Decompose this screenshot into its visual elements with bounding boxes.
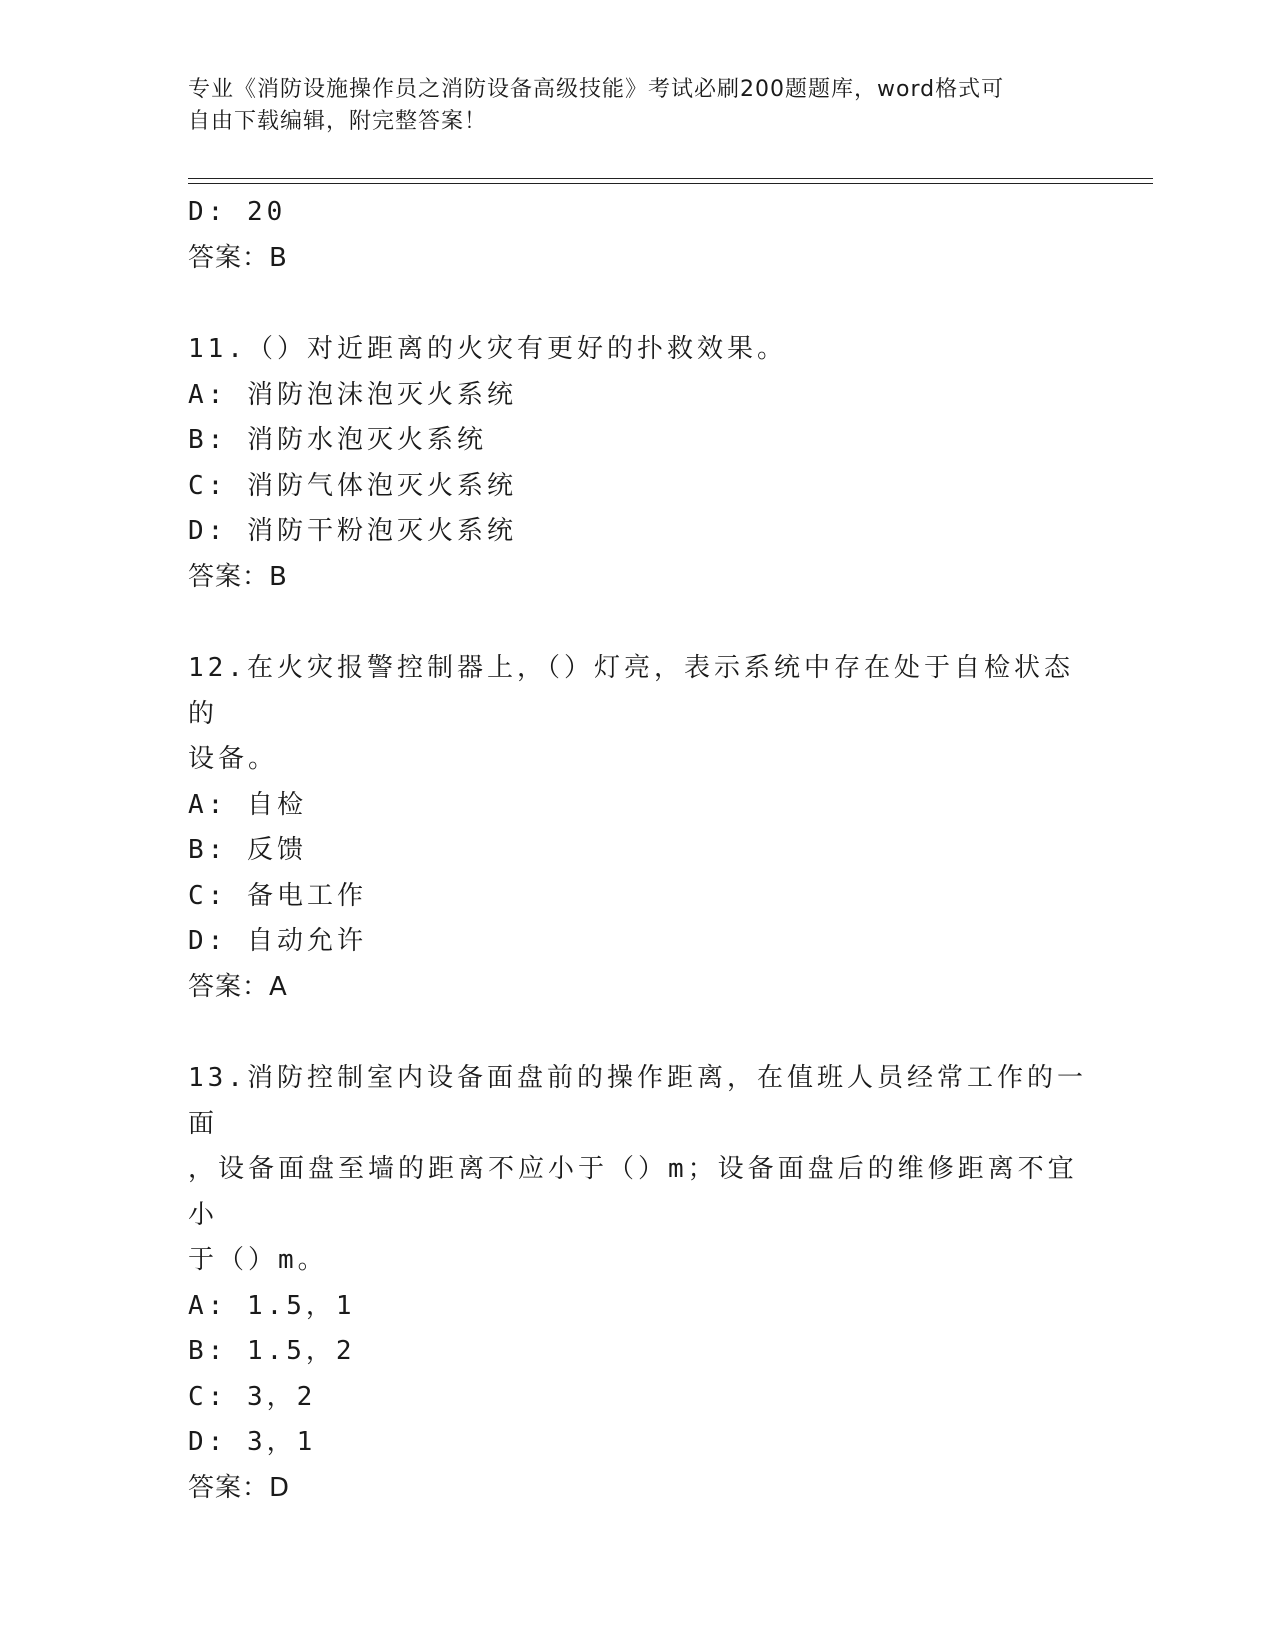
option-c: C: 3，2 bbox=[188, 1381, 317, 1412]
question-stem: 11.（）对近距离的火灾有更好的扑救效果。 bbox=[188, 334, 787, 364]
option-c: C: 备电工作 bbox=[188, 880, 367, 911]
spacer bbox=[188, 600, 1088, 646]
option-d: D: 消防干粉泡灭火系统 bbox=[188, 516, 517, 546]
spacer bbox=[188, 1010, 1088, 1056]
document-body bbox=[188, 190, 1088, 1511]
option-d: D: 3，1 bbox=[188, 1427, 317, 1457]
option-b: B: 1.5，2 bbox=[188, 1336, 356, 1366]
answer-line: 答案：B bbox=[188, 561, 288, 592]
option-a: A: 1.5，1 bbox=[188, 1290, 356, 1321]
answer-line: 答案：A bbox=[188, 971, 288, 1002]
option-b: B: 消防水泡灭火系统 bbox=[188, 425, 487, 455]
spacer bbox=[188, 281, 1088, 327]
answer-line: 答案：B bbox=[188, 242, 288, 273]
option-a: A: 自检 bbox=[188, 789, 307, 820]
answer-line: 答案：D bbox=[188, 1472, 291, 1503]
question-stem: 13.消防控制室内设备面盘前的操作距离，在值班人员经常工作的一面 ，设备面盘至墙的距离不应小于（）m；设备面盘后的维修距离不宜小 于（）m。 bbox=[188, 1063, 1087, 1275]
option-c: C: 消防气体泡灭火系统 bbox=[188, 470, 517, 501]
previous-question-tail bbox=[188, 190, 1088, 281]
question-12 bbox=[188, 646, 1088, 1010]
document-header bbox=[188, 74, 1088, 138]
option-d: D: 自动允许 bbox=[188, 926, 367, 956]
question-stem: 12.在火灾报警控制器上，（）灯亮，表示系统中存在处于自检状态的 设备。 bbox=[188, 653, 1074, 774]
header-divider-top bbox=[188, 178, 1153, 179]
header-line-2: 自由下载编辑，附完整答案！ bbox=[188, 109, 488, 134]
option-a: A: 消防泡沫泡灭火系统 bbox=[188, 379, 517, 410]
header-line-1: 专业《消防设施操作员之消防设备高级技能》考试必刷200题题库，word格式可 bbox=[188, 77, 1005, 102]
option-b: B: 反馈 bbox=[188, 835, 307, 865]
option-d: D: 20 bbox=[188, 197, 287, 227]
header-divider-bottom bbox=[188, 183, 1153, 184]
question-13 bbox=[188, 1056, 1088, 1511]
question-11 bbox=[188, 327, 1088, 600]
